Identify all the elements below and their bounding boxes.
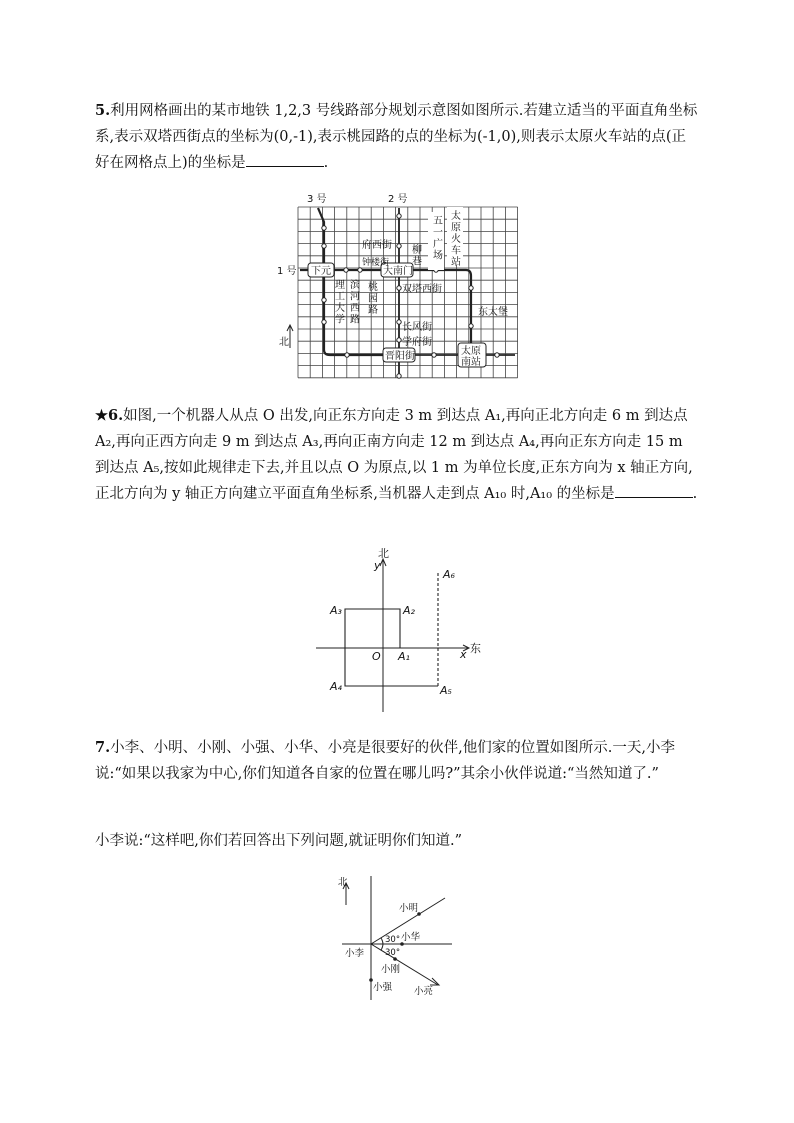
label-taoyuan-0: 桃 bbox=[368, 282, 378, 293]
station-dot bbox=[358, 268, 362, 272]
label-A4: A₄ bbox=[330, 680, 342, 693]
robot-path-figure bbox=[310, 545, 490, 720]
station-dot bbox=[397, 244, 401, 248]
label-A3: A₃ bbox=[330, 604, 342, 617]
label-binhe-0: 滨 bbox=[350, 280, 360, 291]
station-dot bbox=[432, 353, 436, 357]
label-taoyuan-2: 路 bbox=[368, 305, 378, 316]
label-taoyuan-1: 园 bbox=[368, 293, 378, 305]
label-east: 东 bbox=[470, 642, 481, 655]
label-taiyuanhc-4: 站 bbox=[451, 257, 461, 268]
question-number: ★6. bbox=[95, 407, 124, 424]
label-xiayuan: 下元 bbox=[311, 266, 331, 277]
label-wuyi-1: 一 bbox=[433, 227, 443, 239]
station-dot bbox=[322, 244, 326, 248]
label-binhe-3: 路 bbox=[350, 314, 360, 326]
label-fuxi: 府西街 bbox=[362, 240, 392, 251]
label-jinyang: 晋阳街 bbox=[385, 351, 415, 362]
answer-blank[interactable] bbox=[615, 483, 693, 498]
label-O: O bbox=[372, 650, 381, 663]
label-xiaohua: 小华 bbox=[401, 932, 421, 943]
label-ligong-0: 理 bbox=[335, 280, 345, 291]
station-dot bbox=[322, 226, 326, 230]
label-A1: A₁ bbox=[398, 650, 410, 663]
label-dongtai: 东太堡 bbox=[478, 307, 508, 318]
label-ligong-3: 学 bbox=[335, 314, 345, 326]
station-dot bbox=[345, 353, 349, 357]
label-taiyuanhc-1: 原 bbox=[451, 222, 461, 234]
label-zhonglou: 钟楼街 bbox=[362, 258, 390, 268]
label-taiyuanhc-2: 火 bbox=[451, 234, 461, 245]
station-dot bbox=[397, 320, 401, 324]
station-dot bbox=[469, 324, 473, 328]
station-dot bbox=[397, 338, 401, 342]
station-dot bbox=[397, 374, 401, 378]
label-changfeng: 长风街 bbox=[402, 322, 432, 333]
label-taiyuannan-2: 南站 bbox=[461, 357, 481, 368]
label-taiyuanhc-3: 车 bbox=[451, 245, 461, 257]
label-line2: 2 号 bbox=[388, 194, 408, 205]
label-binhe-1: 河 bbox=[350, 291, 360, 303]
label-x: x bbox=[460, 648, 467, 661]
label-xiaogang: 小刚 bbox=[381, 964, 401, 975]
label-north: 北 bbox=[279, 337, 289, 348]
station-dot bbox=[322, 320, 326, 324]
label-dananmen: 大南门 bbox=[383, 266, 413, 277]
label-taiyuannan-1: 太原 bbox=[461, 346, 481, 357]
label-line3: 3 号 bbox=[307, 194, 327, 205]
subway-map-figure bbox=[270, 192, 520, 388]
label-liuxiang-1: 巷 bbox=[412, 256, 422, 268]
label-shuangta: 双塔西街 bbox=[402, 284, 442, 295]
label-line1: 1 号 bbox=[277, 266, 297, 277]
label-taiyuanhc-0: 太 bbox=[451, 211, 461, 222]
label-y: y bbox=[374, 559, 381, 572]
label-ligong-2: 大 bbox=[335, 303, 345, 314]
label-xuefu: 学府街 bbox=[402, 337, 432, 348]
label-A5: A₅ bbox=[440, 684, 452, 697]
station-dot bbox=[344, 268, 348, 272]
label-liuxiang-0: 柳 bbox=[412, 245, 422, 256]
label-wuyi-3: 场 bbox=[433, 250, 443, 262]
question-number: 7. bbox=[95, 739, 111, 756]
question-5-text: 5.利用网格画出的某市地铁 1,2,3 号线路部分规划示意图如图所示.若建立适当的平面直角坐标系,表示双塔西街点的坐标为(0,-1),表示桃园路的点的坐标为(-1,0),则表示太原火车站的点(正好在网格点上)的坐标是 . bbox=[95, 102, 698, 171]
station-dot bbox=[397, 214, 401, 218]
question-6-text: ★6.如图,一个机器人从点 O 出发,向正东方向走 3 m 到达点 A₁,再向正北方向走 6 m 到达点 A₂,再向正西方向走 9 m 到达点 A₃,再向正南方向走 12 m 到达点 A₄,再向正东方向走 15 m 到达点 A₅,按如此规律走下去,并且以点 O 为原点,以 1 m 为单位长度,正东方向为 x 轴正方向,正北方向为 y 轴正方向建立平面直角坐标系,当机器人走到点 A₁₀ 时,A₁₀ 的坐标是 . bbox=[95, 407, 698, 502]
station-dot bbox=[322, 298, 326, 302]
label-wuyi-0: 五 bbox=[433, 216, 443, 227]
label-xiaoming: 小明 bbox=[399, 903, 419, 914]
question-7-text: 7.小李、小明、小刚、小强、小华、小亮是很要好的伙伴,他们家的位置如图所示.一天,小李说:“如果以我家为中心,你们知道各自家的位置在哪儿吗?”其余小伙伴说道:“当然知道了.” bbox=[95, 739, 675, 782]
station-dot bbox=[495, 353, 499, 357]
label-north: 北 bbox=[378, 547, 389, 560]
station-dot bbox=[469, 286, 473, 290]
question-7-text2: 小李说:“这样吧,你们若回答出下列问题,就证明你们知道.” bbox=[95, 833, 463, 849]
label-angle-2: 30° bbox=[385, 948, 401, 958]
label-xiaoqiang: 小强 bbox=[373, 982, 393, 993]
label-xiaoliang: 小亮 bbox=[414, 986, 434, 997]
friends-positions-figure bbox=[335, 870, 465, 1005]
label-angle-1: 30° bbox=[385, 935, 401, 945]
label-north: 北 bbox=[338, 877, 348, 888]
label-xiaoli: 小李 bbox=[345, 948, 365, 959]
label-ligong-1: 工 bbox=[335, 291, 345, 303]
station-dot bbox=[397, 286, 401, 290]
label-A6: A₆ bbox=[443, 568, 455, 581]
label-wuyi-2: 广 bbox=[433, 239, 443, 250]
label-A2: A₂ bbox=[403, 604, 415, 617]
question-number: 5. bbox=[95, 102, 111, 119]
answer-blank[interactable] bbox=[246, 152, 324, 167]
label-binhe-2: 西 bbox=[350, 303, 360, 314]
